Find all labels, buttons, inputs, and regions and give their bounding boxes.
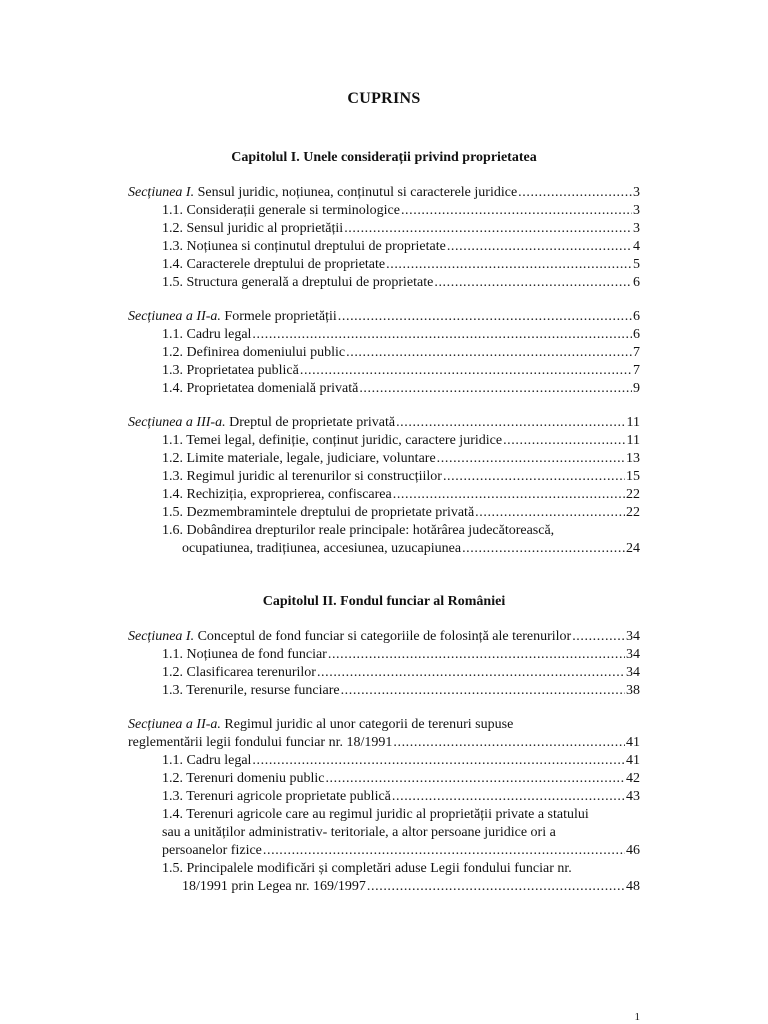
entry-title: 1.4. Rechiziția, exproprierea, confiscarea	[162, 487, 392, 502]
page-ref: 11	[626, 433, 640, 448]
toc-section	[128, 628, 640, 646]
section-title: Dreptul de proprietate privată	[229, 415, 396, 430]
entry-title: 1.5. Structura generală a dreptului de proprietate	[162, 275, 434, 290]
page-ref: 22	[626, 505, 640, 520]
entry-title: persoanelor fizice	[162, 843, 262, 858]
page-ref: 42	[626, 771, 640, 786]
toc-section	[128, 734, 640, 752]
section-label: Secțiunea a III-a.	[128, 415, 226, 430]
page-ref: 43	[626, 789, 640, 804]
toc-entry-line: 1.5. Principalele modificări și completări aduse Legii fondului funciar nr.	[162, 861, 572, 876]
document-title: CUPRINS	[347, 90, 421, 107]
entry-title: 1.3. Terenuri agricole proprietate publică	[162, 789, 391, 804]
section-title: Conceptul de fond funciar si categoriile de folosință ale terenurilor	[197, 629, 572, 644]
toc-entry	[162, 788, 640, 806]
toc-entry	[162, 274, 640, 292]
toc-entry	[182, 540, 640, 558]
toc-entry	[162, 646, 640, 664]
toc-entry	[162, 256, 640, 274]
entry-title: 1.5. Dezmembramintele dreptului de proprietate privată	[162, 505, 475, 520]
entry-title: 18/1991 prin Legea nr. 169/1997	[182, 879, 366, 894]
toc-section	[128, 184, 640, 202]
entry-title: ocupatiunea, tradițiunea, accesiunea, uzucapiunea	[182, 541, 462, 556]
entry-title: 1.1. Cadru legal	[162, 753, 252, 768]
toc-section	[128, 414, 640, 432]
page-number: 1	[634, 1011, 640, 1023]
entry-title: 1.1. Noțiunea de fond funciar	[162, 647, 327, 662]
toc-entry	[162, 842, 640, 860]
entry-title: 1.3. Terenurile, resurse funciare	[162, 683, 340, 698]
page-ref: 9	[633, 381, 640, 396]
page-ref: 6	[633, 327, 640, 342]
toc-entry	[162, 770, 640, 788]
section-label: Secțiunea a II-a.	[128, 717, 221, 732]
page-ref: 5	[633, 257, 640, 272]
entry-title: 1.4. Caracterele dreptului de proprietate	[162, 257, 386, 272]
section-label: Secțiunea I.	[128, 185, 195, 200]
page-ref: 41	[626, 735, 640, 750]
section-title: Sensul juridic, noțiunea, conținutul si caracterele juridice	[197, 185, 518, 200]
section-title: Regimul juridic al unor categorii de terenuri supuse	[224, 717, 514, 732]
toc-entry	[162, 468, 640, 486]
entry-title: 1.2. Sensul juridic al proprietății	[162, 221, 344, 236]
entry-title: 1.1. Cadru legal	[162, 327, 252, 342]
toc-entry-line: sau a unităților administrativ- teritoriale, a altor persoane juridice ori a	[162, 825, 556, 840]
toc-entry	[162, 238, 640, 256]
entry-title: 1.2. Terenuri domeniu public	[162, 771, 325, 786]
toc-entry	[162, 362, 640, 380]
toc-entry	[162, 202, 640, 220]
page-ref: 3	[633, 203, 640, 218]
toc-entry	[162, 504, 640, 522]
entry-title: 1.2. Clasificarea terenurilor	[162, 665, 316, 680]
page-ref: 13	[626, 451, 640, 466]
page-ref: 3	[633, 221, 640, 236]
entry-title: 1.3. Noțiunea si conținutul dreptului de proprietate	[162, 239, 446, 254]
page-ref: 6	[633, 309, 640, 324]
toc-entry	[162, 326, 640, 344]
entry-title: 1.4. Proprietatea domenială privată	[162, 381, 359, 396]
toc-entry-line: 1.4. Terenuri agricole care au regimul juridic al proprietății private a statului	[162, 807, 589, 822]
page-ref: 24	[626, 541, 640, 556]
chapter-heading: Capitolul I. Unele considerații privind proprietatea	[231, 150, 537, 165]
page-ref: 11	[626, 415, 640, 430]
entry-title: 1.2. Limite materiale, legale, judiciare, voluntare	[162, 451, 436, 466]
entry-title: 1.1. Considerații generale si terminologice	[162, 203, 400, 218]
chapter-heading: Capitolul II. Fondul funciar al României	[262, 594, 506, 609]
toc-entry	[162, 682, 640, 700]
page-ref: 15	[626, 469, 640, 484]
page-ref: 46	[626, 843, 640, 858]
page-ref: 34	[626, 647, 640, 662]
page-ref: 22	[626, 487, 640, 502]
page-ref: 7	[633, 345, 640, 360]
page-ref: 3	[633, 185, 640, 200]
section-label: Secțiunea I.	[128, 629, 195, 644]
page-ref: 6	[633, 275, 640, 290]
section-title: reglementării legii fondului funciar nr. 18/1991	[128, 735, 393, 750]
page-ref: 34	[626, 629, 640, 644]
page-ref: 34	[626, 665, 640, 680]
page-ref: 38	[626, 683, 640, 698]
page-ref: 4	[633, 239, 640, 254]
toc-entry	[162, 344, 640, 362]
page-ref: 7	[633, 363, 640, 378]
section-title: Formele proprietății	[224, 309, 337, 324]
toc-entry	[162, 486, 640, 504]
toc-entry	[162, 664, 640, 682]
toc-entry	[162, 380, 640, 398]
entry-title: 1.3. Regimul juridic al terenurilor si construcțiilor	[162, 469, 442, 484]
page-ref: 41	[626, 753, 640, 768]
section-label: Secțiunea a II-a.	[128, 309, 221, 324]
entry-title: 1.3. Proprietatea publică	[162, 363, 299, 378]
toc-entry	[162, 450, 640, 468]
toc-entry	[162, 432, 640, 450]
toc-entry-line: 1.6. Dobândirea drepturilor reale principale: hotărârea judecătorească,	[162, 523, 555, 538]
toc-section	[128, 308, 640, 326]
toc-entry	[162, 220, 640, 238]
toc-entry	[162, 752, 640, 770]
entry-title: 1.1. Temei legal, definiție, conținut juridic, caractere juridice	[162, 433, 503, 448]
entry-title: 1.2. Definirea domeniului public	[162, 345, 346, 360]
toc-section-line	[128, 716, 513, 734]
page-ref: 48	[626, 879, 640, 894]
toc-entry	[182, 878, 640, 896]
